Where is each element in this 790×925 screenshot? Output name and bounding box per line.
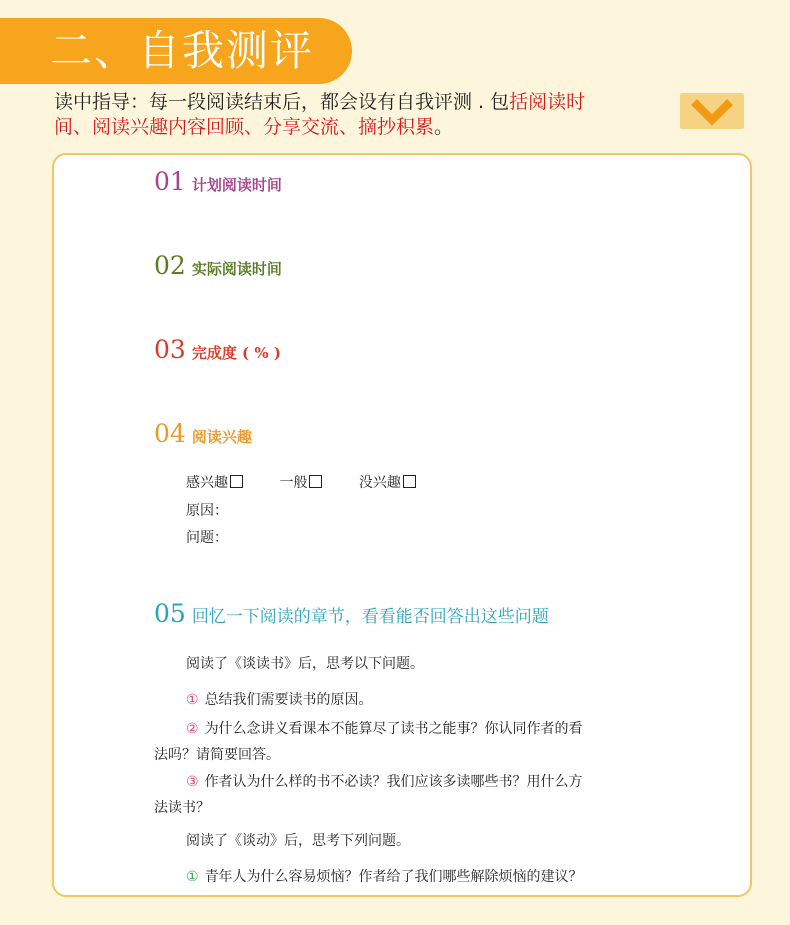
guide-highlight-1: 括阅读时 bbox=[509, 91, 586, 113]
section-label: 实际阅读时间 bbox=[191, 260, 282, 278]
section-label: 计划阅读时间 bbox=[191, 176, 282, 194]
option-interested[interactable]: 感兴趣 bbox=[186, 472, 243, 492]
question-number: ① bbox=[186, 869, 199, 885]
section-interest bbox=[154, 419, 252, 448]
reading-guide bbox=[54, 90, 674, 140]
chevron-down-icon bbox=[680, 93, 744, 129]
guide-text: 读中指导：每一段阅读结束后，都会设有自我评测 . 包 bbox=[54, 91, 510, 113]
recall-intro-2: 阅读了《谈动》后，思考下列问题。 bbox=[186, 833, 410, 849]
question-3-cont: 法读书？ bbox=[154, 800, 210, 816]
section-completion bbox=[154, 335, 281, 364]
question-number: ③ bbox=[186, 774, 199, 790]
section-label: 回忆一下阅读的章节，看看能否回答出这些问题 bbox=[191, 607, 549, 627]
section-number: 02 bbox=[154, 251, 186, 280]
option-neutral[interactable]: 一般 bbox=[279, 472, 322, 492]
self-assessment-card bbox=[52, 153, 752, 897]
guide-end: 。 bbox=[434, 116, 454, 138]
guide-highlight-2: 间、阅读兴趣内容回顾、分享交流、摘抄积累 bbox=[54, 116, 435, 138]
section-recall bbox=[154, 599, 549, 628]
option-not-interested[interactable]: 没兴趣 bbox=[359, 472, 416, 492]
section-plan-time bbox=[154, 167, 282, 196]
section-label: 完成度 ( % ) bbox=[191, 344, 281, 362]
question-label: 问题： bbox=[186, 530, 228, 546]
section-label: 阅读兴趣 bbox=[191, 428, 252, 446]
question-number: ① bbox=[186, 692, 199, 708]
section-actual-time bbox=[154, 251, 282, 280]
section-number: 05 bbox=[154, 599, 186, 628]
checkbox[interactable] bbox=[403, 475, 416, 488]
question-1: ① 总结我们需要读书的原因。 bbox=[186, 692, 373, 708]
question-4: ① 青年人为什么容易烦恼？作者给了我们哪些解除烦恼的建议？ bbox=[186, 869, 583, 885]
reason-label: 原因： bbox=[186, 503, 228, 519]
page-title: 二、自我测评 bbox=[50, 26, 315, 75]
question-2: ② 为什么念讲义看课本不能算尽了读书之能事？你认同作者的看 bbox=[186, 721, 583, 737]
question-2-cont: 法吗？请简要回答。 bbox=[154, 747, 280, 763]
recall-intro-1: 阅读了《谈读书》后，思考以下问题。 bbox=[186, 656, 424, 672]
section-banner bbox=[0, 18, 352, 84]
question-3: ③ 作者认为什么样的书不必读？我们应该多读哪些书？用什么方 bbox=[186, 774, 583, 790]
interest-options bbox=[186, 472, 440, 492]
checkbox[interactable] bbox=[230, 475, 243, 488]
section-number: 03 bbox=[154, 335, 186, 364]
question-number: ② bbox=[186, 721, 199, 737]
expand-button[interactable] bbox=[680, 93, 744, 129]
section-number: 01 bbox=[154, 167, 186, 196]
section-number: 04 bbox=[154, 419, 186, 448]
checkbox[interactable] bbox=[309, 475, 322, 488]
